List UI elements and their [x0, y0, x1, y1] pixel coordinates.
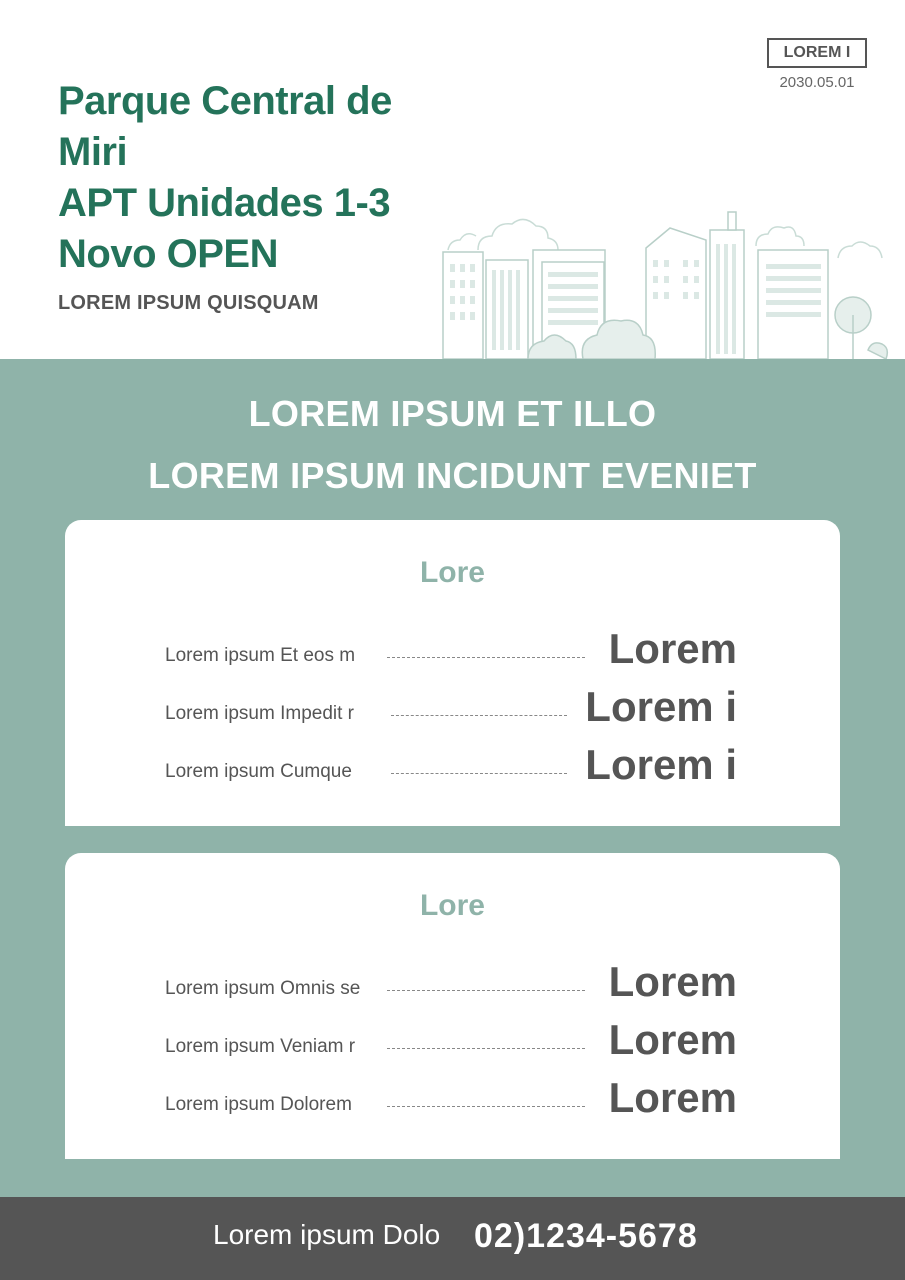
- card-title: Lore: [419, 889, 485, 922]
- city-skyline-illustration: [438, 200, 905, 359]
- row-label: Lorem ipsum Veniam r: [165, 1036, 356, 1057]
- row-value: Lorem i: [585, 741, 737, 788]
- card-row: [165, 623, 737, 673]
- dotted-leader: [387, 1106, 585, 1107]
- phone-number: 02)1234-5678: [474, 1217, 698, 1255]
- row-value: Lorem i: [585, 683, 737, 730]
- info-card-1: [65, 520, 840, 826]
- page-title: [58, 76, 438, 280]
- card-row: [165, 1072, 737, 1122]
- title-line: Miri: [58, 130, 128, 174]
- title-line: Novo OPEN: [58, 232, 278, 276]
- footer-label: Lorem ipsum Dolo: [213, 1219, 441, 1250]
- row-value: Lorem: [608, 625, 737, 672]
- title-line: Parque Central de: [58, 79, 392, 123]
- card-row: [165, 956, 737, 1006]
- dotted-leader: [391, 715, 567, 716]
- row-label: Lorem ipsum Dolorem: [165, 1094, 352, 1115]
- row-label: Lorem ipsum Et eos m: [165, 645, 356, 666]
- title-line: APT Unidades 1-3: [58, 181, 391, 225]
- row-value: Lorem: [608, 958, 737, 1005]
- card-row: [165, 1014, 737, 1064]
- card-title: Lore: [419, 556, 485, 589]
- row-value: Lorem: [608, 1016, 737, 1063]
- row-label: Lorem ipsum Impedit r: [165, 703, 355, 724]
- dotted-leader: [391, 773, 567, 774]
- corner-badge: LOREM I: [767, 38, 867, 68]
- dotted-leader: [387, 990, 585, 991]
- footer-bar: [0, 1197, 905, 1280]
- headline-line-2: LOREM IPSUM INCIDUNT EVENIET: [148, 455, 757, 496]
- info-card-2: [65, 853, 840, 1159]
- dotted-leader: [387, 1048, 585, 1049]
- row-value: Lorem: [608, 1074, 737, 1121]
- header-section: [0, 0, 905, 359]
- card-row: [165, 739, 737, 789]
- dotted-leader: [387, 657, 585, 658]
- page-subtitle: LOREM IPSUM QUISQUAM: [58, 292, 319, 314]
- row-label: Lorem ipsum Omnis se: [165, 978, 361, 999]
- issue-date: 2030.05.01: [779, 74, 855, 91]
- row-label: Lorem ipsum Cumque: [165, 761, 352, 782]
- headline-line-1: LOREM IPSUM ET ILLO: [248, 393, 657, 434]
- card-row: [165, 681, 737, 731]
